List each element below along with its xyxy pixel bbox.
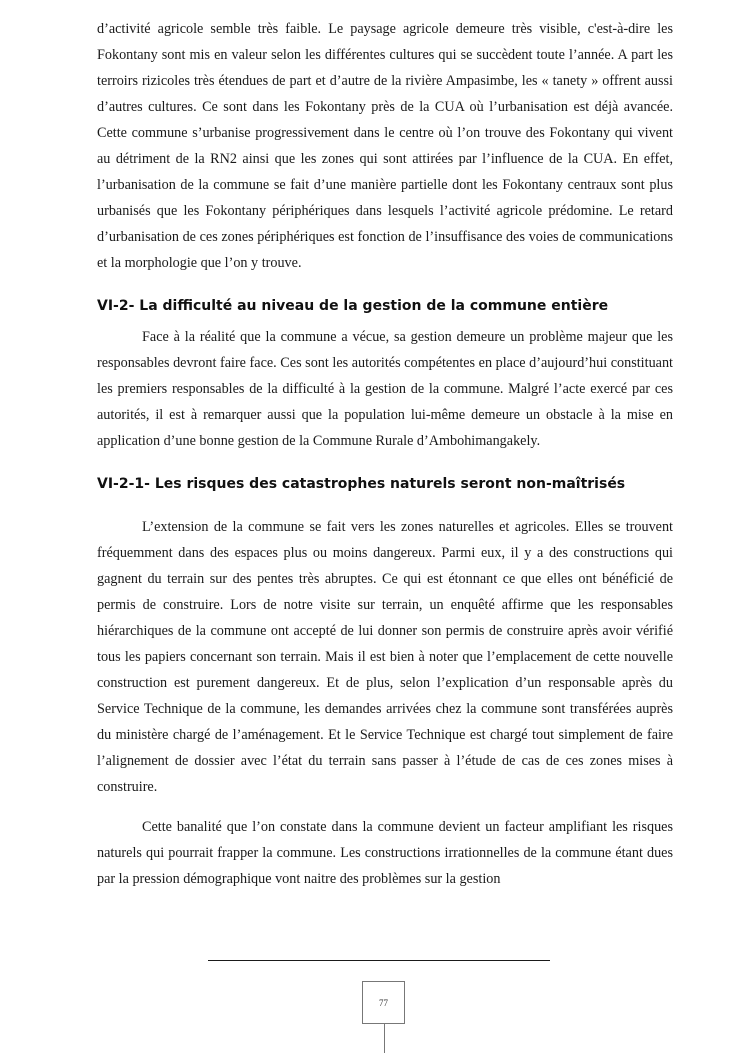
- subsection-heading-risques: VI-2-1- Les risques des catastrophes naturels seront non-maîtrisés: [97, 476, 626, 492]
- paragraph-extension: L’extension de la commune se fait vers les zones naturelles et agricoles. Elles se trouvent fréquemment dans des espaces plus ou moins dangereux. Parmi eux, il y a des constructions qui gagnent du terrain sur des pentes très abruptes. Ce qui est étonnant ce que elles ont bénéficié de permis de construire. Lors de notre visite sur terrain, un enquêté affirme que les responsables hiérarchiques de la commune ont accepté de lui donner son permis de construire après avoir vérifié tous les papiers concernant son terrain. Mais il est bien à noter que l’emplacement de cette nouvelle construction est purement dangereux. Et de plus, selon l’explication d’un responsable après du Service Technique de la commune, les demandes arrivées chez la commune sont transférées auprès du ministère chargé de l’aménagement. Et le Service Technique est chargé tout simplement de faire l’alignement de dossier avec l’état du terrain sans passer à l’étude de cas de ces zones mises à construire.: [97, 519, 673, 795]
- paragraph-urbanisation: d’activité agricole semble très faible. Le paysage agricole demeure très visible, c'est-à-dire les Fokontany sont mis en valeur selon les différentes cultures qui se succèdent toute l’année. A part les terroirs rizicoles très étendues de part et d’autre de la rivière Ampasimbe, les « tanety » offrent aussi d’autres cultures. Ce sont dans les Fokontany près de la CUA où l’urbanisation est déjà avancée. Cette commune s’urbanise progressivement dans le centre où l’on trouve des Fokontany qui vivent au détriment de la RN2 ainsi que les zones qui sont attirées par l’influence de la CUA. En effet, l’urbanisation de la commune se fait d’une manière partielle dont les Fokontany centraux sont plus urbanisés que les Fokontany périphériques dans lesquels l’activité agricole prédomine. Le retard d’urbanisation de ces zones périphériques est fonction de l’insuffisance des voies de communications et la morphologie que l’on y trouve.: [97, 21, 673, 271]
- paragraph-banalite: Cette banalité que l’on constate dans la commune devient un facteur amplifiant les risques naturels qui pourrait frapper la commune. Les constructions irrationnelles de la commune étant dues par la pression démographique vont naitre des problèmes sur la gestion: [97, 819, 673, 887]
- document-page: [97, 16, 673, 892]
- page-number-box: [362, 981, 405, 1024]
- footer-divider: [208, 960, 550, 961]
- page-number-connector: [384, 1024, 385, 1053]
- paragraph-gestion: Face à la réalité que la commune a vécue, sa gestion demeure un problème majeur que les responsables devront faire face. Ces sont les autorités compétentes en place d’aujourd’hui constituant les premiers responsables de la difficulté à la gestion de la commune. Malgré l’acte exercé par ces autorités, il est à remarquer aussi que la population lui-même demeure un obstacle à la mise en application d’une bonne gestion de la Commune Rurale d’Ambohimangakely.: [97, 329, 673, 449]
- section-heading-gestion: VI-2- La difficulté au niveau de la gestion de la commune entière: [97, 298, 609, 314]
- page-number: 77: [379, 997, 388, 1008]
